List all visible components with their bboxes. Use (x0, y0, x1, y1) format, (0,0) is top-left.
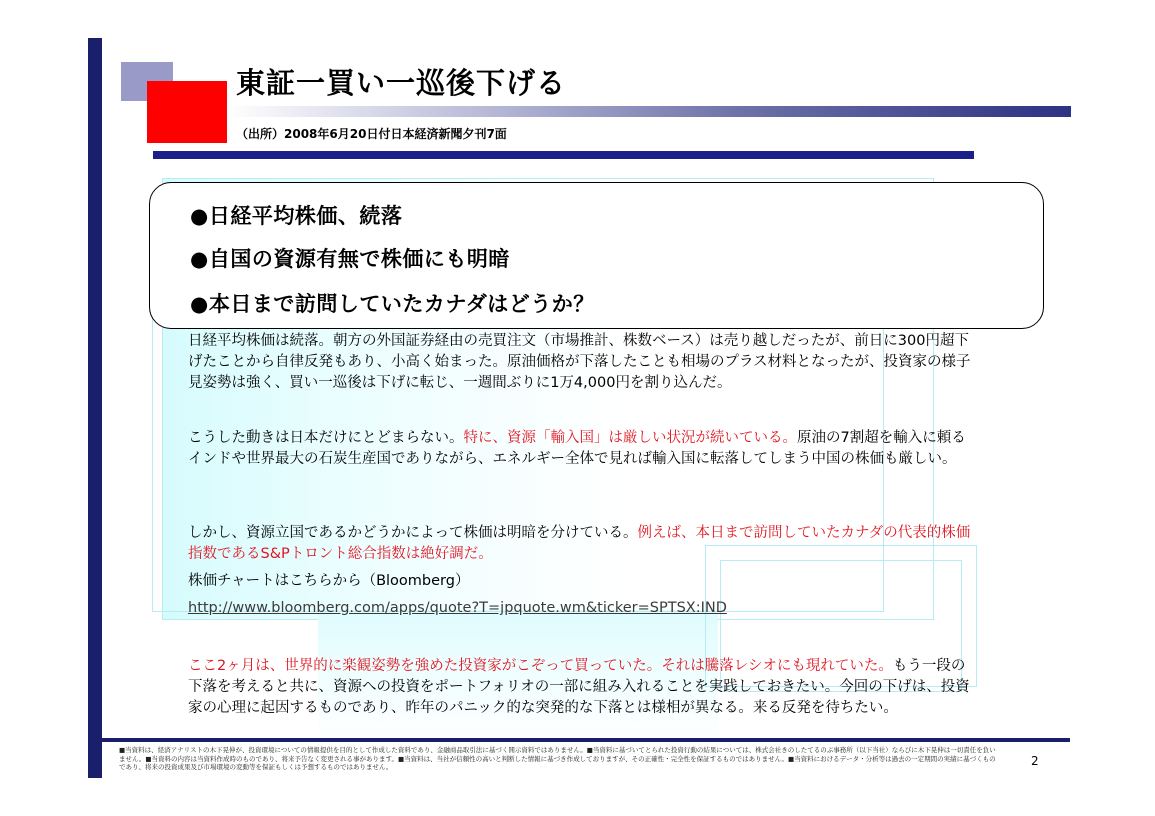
paragraph-3-highlight: 例えば、本日まで訪問していたカナダの代表的株価指数であるS&Pトロント総合指数は絶好調だ。 (188, 525, 971, 562)
source-divider-bar (153, 151, 974, 159)
source-note: （出所）2008年6月20日付日本経済新聞夕刊7面 (236, 127, 507, 141)
paragraph-2-text-b: 原油の7割超を輸入に頼るインドや世界最大の石炭生産国でありながら、エネルギー全体で見れば輸入国に転落してしまう中国の株価も厳しい。 (188, 430, 966, 467)
paragraph-2-text-a: こうした動きは日本だけにとどまらない。 (188, 430, 464, 446)
slide-title: 東証一買い一巡後下げる (236, 66, 567, 100)
paragraph-3 (188, 523, 978, 565)
paragraph-3-text-a: しかし、資源立国であるかどうかによって株価は明暗を分けている。 (188, 525, 638, 541)
left-accent-bar (88, 38, 102, 778)
paragraph-2-highlight: 特に、資源「輸入国」は厳しい状況が続いている。 (463, 430, 797, 446)
paragraph-1: 日経平均株価は続落。朝方の外国証券経由の売買注文（市場推計、株数ベース）は売り越しだったが、前日に300円超下げたことから自律反発もあり、小高く始まった。原油価格が下落したことも相場のプラス材料となったが、投資家の様子見姿勢は強く、買い一巡後は下げに転じ、一週間ぶりに1万4,000円を割り込んだ。 (188, 333, 971, 391)
chart-link-label: 株価チャートはこちらから（Bloomberg） (188, 573, 470, 589)
paragraph-2 (188, 428, 978, 470)
headline-1: ●日経平均株価、続落 (190, 204, 403, 228)
bloomberg-link[interactable]: http://www.bloomberg.com/apps/quote?T=jpquote.wm&ticker=SPTSX:IND (188, 600, 727, 616)
headline-3: ●本日まで訪問していたカナダはどうか？ (190, 292, 595, 316)
paragraph-6-highlight: ここ2ヶ月は、世界的に楽観姿勢を強めた投資家がこぞって買っていた。それは騰落レシオにも現れていた。 (188, 658, 893, 674)
title-gradient-line (227, 106, 1071, 117)
page-number: 2 (1031, 754, 1039, 768)
paragraph-6-text-b: もう一段の下落を考えると共に、資源への投資をポートフォリオの一部に組み入れることを実践しておきたい。今回の下げは、投資家の心理に起因するものであり、昨年のパニック的な突発的な下落とは様相が異なる。来る反発を待ちたい。 (188, 658, 970, 716)
red-square-decoration (147, 81, 227, 143)
disclaimer-text: ■当資料は、経済アナリストの木下晃伸が、投資環境についての情報提供を目的として作成した資料であり、金融商品取引法に基づく開示資料ではありません。■当資料に基づいてとられた投資行動の結果については、株式会社きのしたてるのぶ事務所（以下当社）ならびに木下晃伸は一切責任を負いません。■当資料の内容は当資料作成時のものであり、将来予告なく変更される事があります。■当資料は、当社が信頼性の高いと判断した情報に基づき作成しておりますが、その正確性・完全性を保証するものではありません。■当資料におけるデータ・分析等は過去の一定期間の実績に基づくものであり、将来の投資成果及び市場環境の変動等を保証もしくは予想するものではありません。 (119, 746, 996, 771)
paragraph-6 (188, 656, 978, 719)
footer-divider-bar (88, 738, 1070, 742)
headline-2: ●自国の資源有無で株価にも明暗 (190, 247, 510, 271)
